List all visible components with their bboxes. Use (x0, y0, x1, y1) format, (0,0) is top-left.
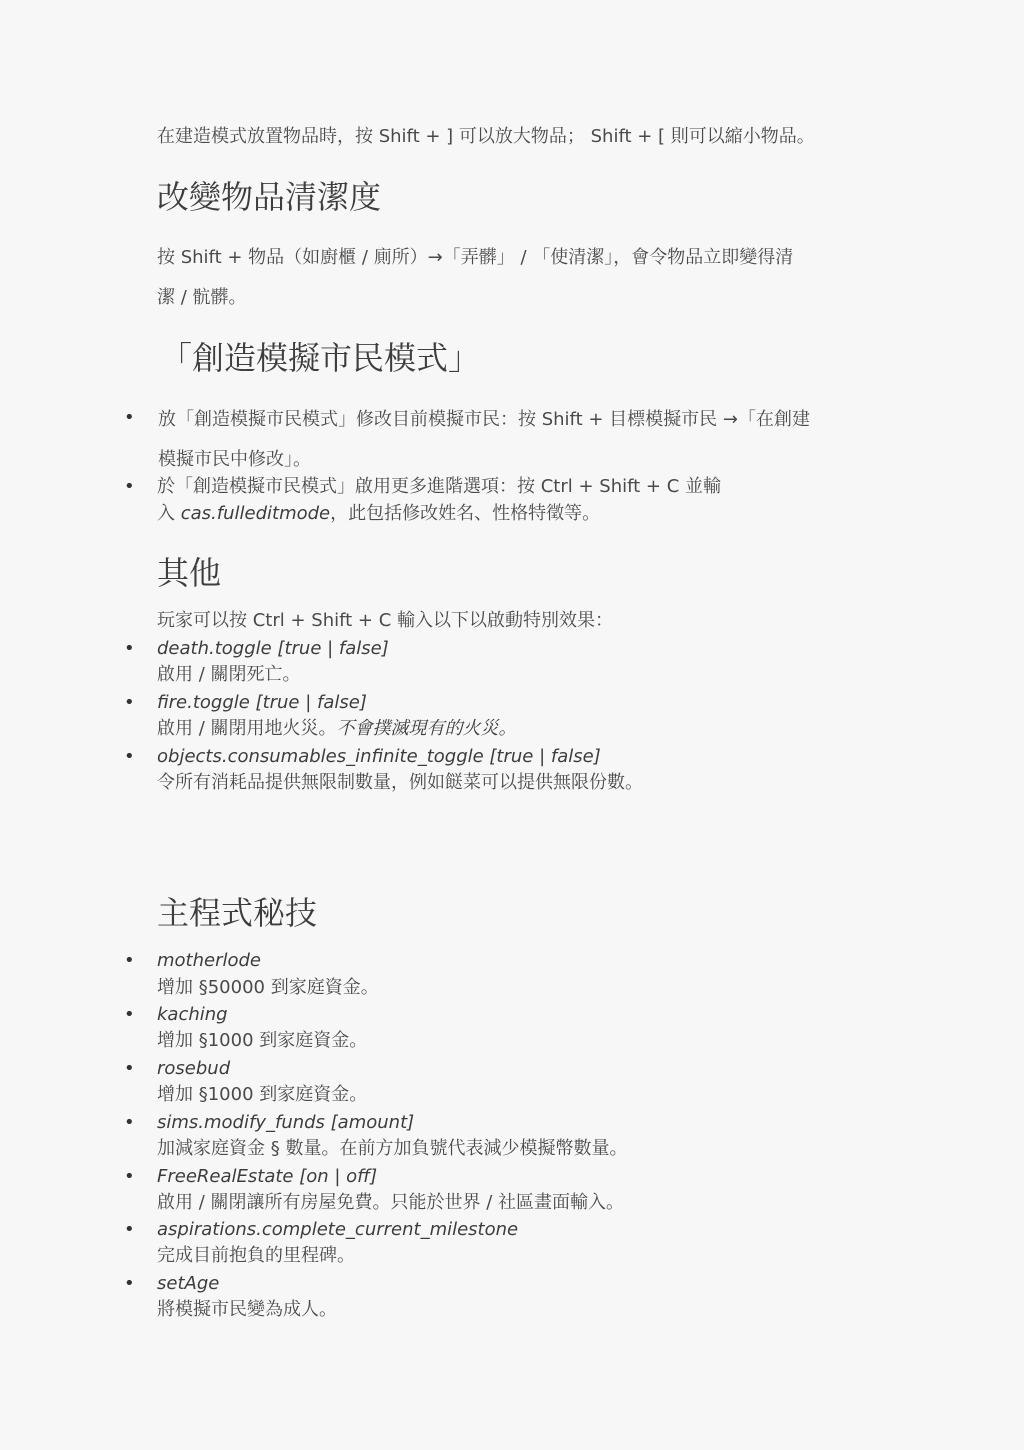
other-intro: 玩家可以按 Ctrl + Shift + C 輸入以下以啟動特別效果： (157, 610, 614, 631)
cheat-command: setAge (157, 1273, 220, 1294)
list-bullet: • (124, 1273, 135, 1294)
cheat-description: 完成目前抱負的里程碑。 (157, 1245, 355, 1266)
cheat-description: 將模擬市民變為成人。 (157, 1299, 337, 1320)
cheat-command: fire.toggle [true | false] (157, 692, 367, 713)
intro-paragraph: 在建造模式放置物品時，按 Shift + ] 可以放大物品； Shift + [ 則可以縮小物品。 (157, 126, 815, 147)
list-bullet: • (124, 746, 135, 767)
cas-item-2-line-1: 於「創造模擬市民模式」啟用更多進階選項：按 Ctrl + Shift + C 並輸 (157, 476, 722, 497)
cheat-description: 加減家庭資金 § 數量。在前方加負號代表減少模擬幣數量。 (157, 1138, 628, 1159)
list-bullet: • (124, 1166, 135, 1187)
list-bullet: • (124, 1058, 135, 1079)
cas-item-2-line-2: 入 cas.fulleditmode，此包括修改姓名、性格特徵等。 (157, 503, 601, 524)
cheat-command: rosebud (157, 1058, 231, 1079)
cas-command: cas.fulleditmode (180, 503, 331, 524)
cheat-command: death.toggle [true | false] (157, 638, 389, 659)
cheat-command: objects.consumables_infinite_toggle [true | false] (157, 746, 601, 767)
cheat-description: 啟用 / 關閉死亡。 (157, 664, 301, 685)
cleanliness-line-1: 按 Shift + 物品（如廚櫃 / 廁所）→「弄髒」 / 「使清潔」，會令物品立即變得清 (157, 247, 794, 268)
heading-main-cheats: 主程式秘技 (157, 894, 318, 932)
cheat-description: 增加 §50000 到家庭資金。 (157, 977, 379, 998)
list-bullet: • (124, 692, 135, 713)
cheat-description: 增加 §1000 到家庭資金。 (157, 1084, 368, 1105)
cheat-command: kaching (157, 1004, 228, 1025)
cheat-description: 增加 §1000 到家庭資金。 (157, 1030, 368, 1051)
heading-cas: 「創造模擬市民模式」 (160, 339, 481, 377)
cas-item-1-line-1: 放「創造模擬市民模式」修改目前模擬市民：按 Shift + 目標模擬市民 →「在創建 (158, 409, 810, 430)
cleanliness-line-2: 潔 / 骯髒。 (157, 287, 247, 308)
cheat-description: 啟用 / 關閉用地火災。不會撲滅現有的火災。 (157, 718, 517, 739)
cheat-command: sims.modify_funds [amount] (157, 1112, 415, 1133)
list-bullet: • (124, 476, 135, 497)
cheat-command: aspirations.complete_current_milestone (157, 1219, 519, 1240)
cheat-command: FreeRealEstate [on | off] (157, 1166, 378, 1187)
list-bullet: • (124, 638, 135, 659)
heading-cleanliness: 改變物品清潔度 (157, 178, 382, 216)
cas-item-1-line-2: 模擬市民中修改」。 (158, 449, 311, 470)
list-bullet: • (124, 1004, 135, 1025)
cheat-note: 不會撲滅現有的火災。 (336, 718, 517, 739)
list-bullet: • (124, 1112, 135, 1133)
heading-other: 其他 (157, 554, 222, 592)
cheat-description: 啟用 / 關閉讓所有房屋免費。只能於世界 / 社區畫面輸入。 (157, 1192, 625, 1213)
cheat-command: motherlode (157, 950, 262, 971)
list-bullet: • (124, 1219, 135, 1240)
cheat-description: 令所有消耗品提供無限制數量，例如餸菜可以提供無限份數。 (157, 772, 643, 793)
list-bullet: • (124, 950, 135, 971)
list-bullet: • (124, 407, 135, 428)
